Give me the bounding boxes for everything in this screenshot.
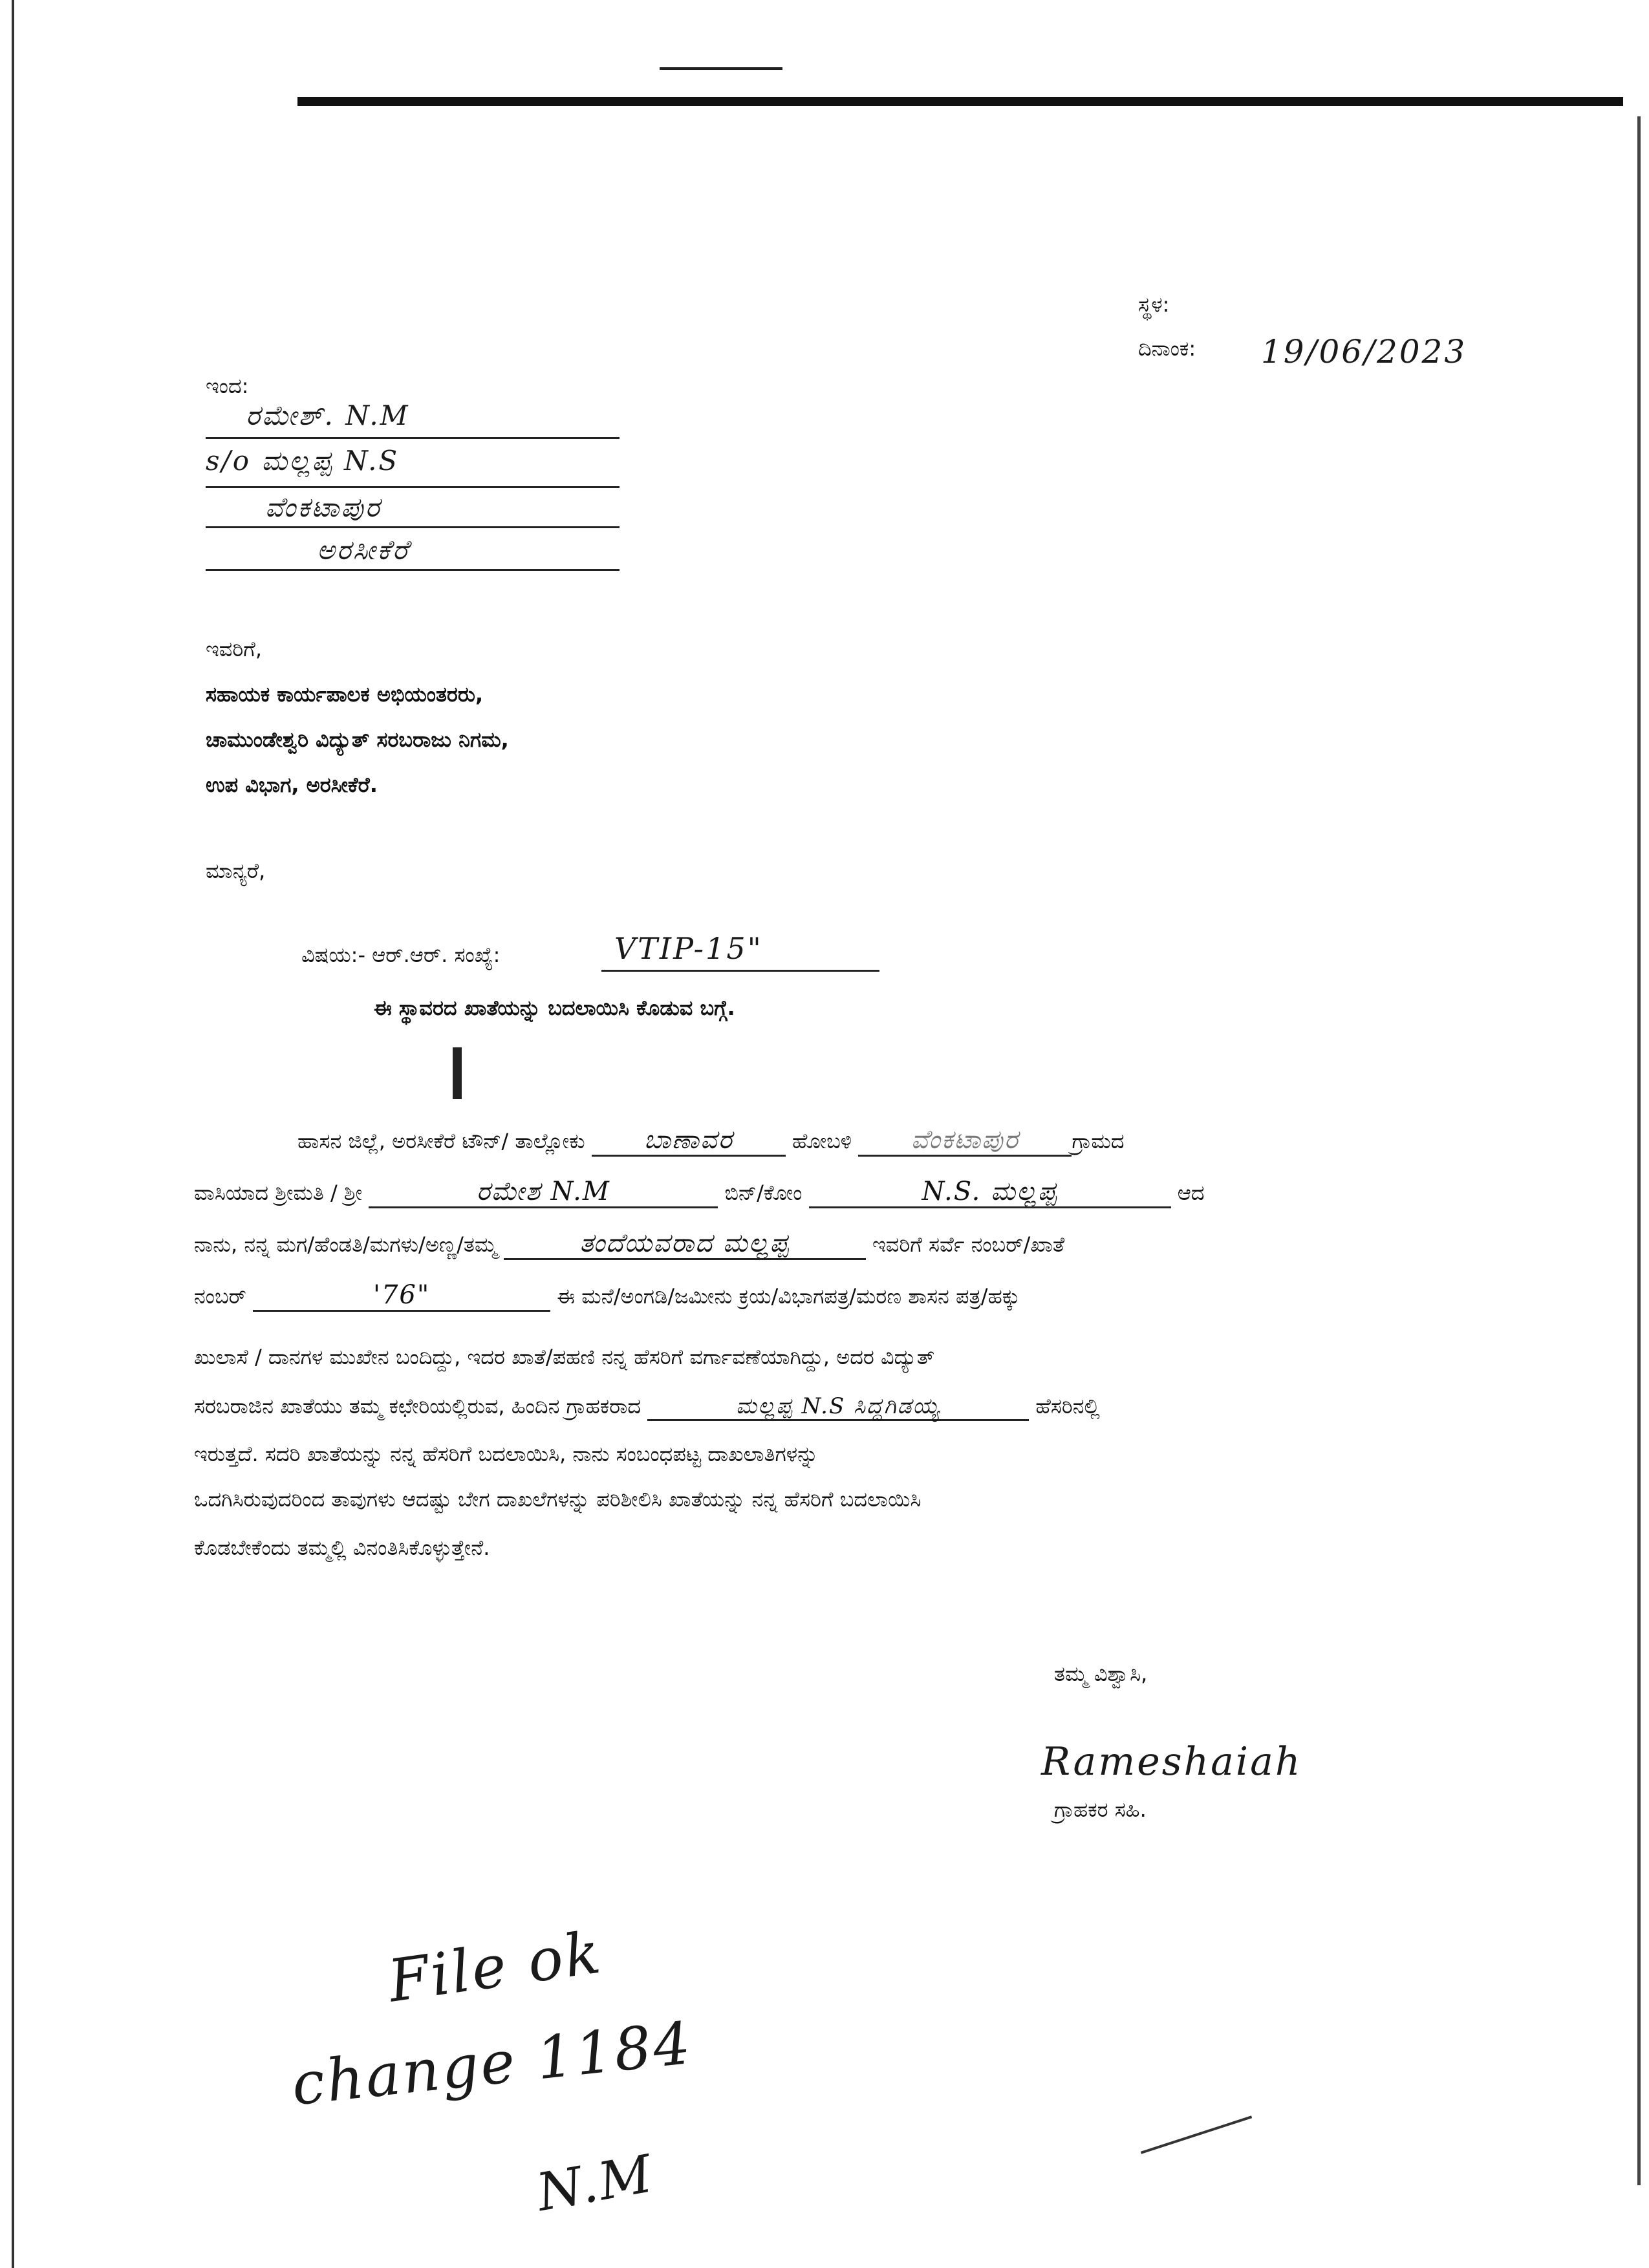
body-line-1 — [297, 1125, 1403, 1157]
scan-edge-right — [1637, 116, 1641, 2185]
body-line-3 — [194, 1228, 1403, 1260]
subject-rule — [601, 970, 879, 972]
from-label: ಇಂದ: — [206, 374, 249, 398]
body-l1-b: ಹೋಬಳಿ — [792, 1129, 852, 1153]
from-rule-2 — [206, 486, 620, 488]
body-l4-a: ನಂಬರ್ — [194, 1284, 246, 1309]
body-l2-a: ವಾಸಿಯಾದ ಶ್ರೀಮತಿ / ಶ್ರೀ — [194, 1181, 363, 1205]
father-name-field: N.S. ಮಲ್ಲಪ್ಪ — [809, 1177, 1171, 1208]
note-line-2: change 1184 — [288, 2009, 696, 2119]
to-line-3: ಉಪ ವಿಭಾಗ, ಅರಸೀಕೆರೆ. — [206, 773, 378, 797]
from-line-2: s/o ಮಲ್ಲಪ್ಪ N.S — [206, 445, 400, 476]
signature-label: ಗ್ರಾಹಕರ ಸಹಿ. — [1054, 1797, 1147, 1822]
pen-stroke — [1141, 2115, 1252, 2154]
body-l3-b: ಇವರಿಗೆ ಸರ್ವೆ ನಂಬರ್/ಖಾತೆ — [872, 1232, 1065, 1257]
body-line-7: ಇರುತ್ತದೆ. ಸದರಿ ಖಾತೆಯನ್ನು ನನ್ನ ಹೆಸರಿಗೆ ಬದಲಾಯಿಸಿ, ನಾನು ಸಂಬಂಧಪಟ್ಟ ದಾಖಲಾತಿಗಳನ್ನು — [194, 1442, 819, 1466]
body-line-9: ಕೊಡಬೇಕೆಂದು ತಮ್ಮಲ್ಲಿ ವಿನಂತಿಸಿಕೊಳ್ಳುತ್ತೇನೆ. — [194, 1535, 490, 1560]
relation-field: ತಂದೆಯವರಾದ ಮಲ್ಲಪ್ಪ — [504, 1228, 866, 1260]
body-l2-c: ಆದ — [1177, 1181, 1205, 1205]
subject-label: ವಿಷಯ:- ಆರ್.ಆರ್. ಸಂಖ್ಯೆ: — [301, 943, 501, 967]
top-rule — [297, 97, 1623, 106]
subject-value: VTIP-15" — [614, 931, 763, 966]
to-label: ಇವರಿಗೆ, — [206, 637, 263, 661]
village-field: ವೆಂಕಟಾಪುರ — [858, 1125, 1072, 1157]
top-dash — [660, 67, 782, 70]
body-line-8: ಒದಗಿಸಿರುವುದರಿಂದ ತಾವುಗಳು ಆದಷ್ಟು ಬೇಗ ದಾಖಲೆಗಳನ್ನು ಪರಿಶೀಲಿಸಿ ಖಾತೆಯನ್ನು ನನ್ನ ಹೆಸರಿಗೆ ಬದಲಾಯಿಸಿ — [194, 1487, 921, 1512]
applicant-name-field: ರಮೇಶ N.M — [369, 1177, 718, 1208]
salutation: ಮಾನ್ಯರೆ, — [206, 859, 266, 883]
hobli-field: ಬಾಣಾವರ — [592, 1125, 786, 1157]
date-label: ದಿನಾಂಕ: — [1138, 336, 1196, 361]
from-line-1: ರಮೇಶ್. N.M — [246, 400, 410, 431]
body-l6-a: ಸರಬರಾಜಿನ ಖಾತೆಯು ತಮ್ಮ ಕಛೇರಿಯಲ್ಲಿರುವ, ಹಿಂದಿನ ಗ್ರಾಹಕರಾದ — [194, 1394, 641, 1418]
body-l1-a: ಹಾಸನ ಜಿಲ್ಲೆ, ಅರಸೀಕೆರೆ ಟೌನ್/ ತಾಲ್ಲೋಕು — [297, 1129, 585, 1153]
body-line-5: ಖುಲಾಸೆ / ದಾನಗಳ ಮುಖೇನ ಬಂದಿದ್ದು, ಇದರ ಖಾತೆ/ಪಹಣಿ ನನ್ನ ಹೆಸರಿಗೆ ವರ್ಗಾವಣೆಯಾಗಿದ್ದು, ಅದರ ವಿದ್ಯುತ್ — [194, 1345, 935, 1369]
body-l6-b: ಹೆಸರಿನಲ್ಲಿ — [1035, 1394, 1100, 1418]
from-rule-3 — [206, 526, 620, 528]
body-l4-b: ಈ ಮನೆ/ಅಂಗಡಿ/ಜಮೀನು ಕ್ರಯ/ವಿಭಾಗಪತ್ರ/ಮರಣ ಶಾಸನ ಪತ್ರ/ಹಕ್ಕು — [557, 1284, 1020, 1309]
from-rule-1 — [206, 437, 620, 439]
closing: ತಮ್ಮ ವಿಶ್ವಾಸಿ, — [1054, 1662, 1148, 1686]
scan-edge-left — [12, 0, 14, 2268]
note-line-3: N.M — [532, 2143, 658, 2223]
signature: Rameshaiah — [1041, 1739, 1302, 1784]
body-l3-a: ನಾನು, ನನ್ನ ಮಗ/ಹೆಂಡತಿ/ಮಗಳು/ಅಣ್ಣ/ತಮ್ಮ — [194, 1232, 497, 1257]
body-l1-c: ಗ್ರಾಮದ — [1072, 1129, 1125, 1153]
scan-speck — [453, 1047, 462, 1099]
from-line-3: ವೆಂಕಟಾಪುರ — [265, 491, 382, 523]
date-value: 19/06/2023 — [1261, 333, 1467, 370]
body-line-6 — [194, 1393, 1403, 1421]
subject-line-2: ಈ ಸ್ಥಾವರದ ಖಾತೆಯನ್ನು ಬದಲಾಯಿಸಿ ಕೊಡುವ ಬಗ್ಗೆ. — [374, 996, 735, 1020]
from-rule-4 — [206, 569, 620, 571]
previous-consumer-field: ಮಲ್ಲಪ್ಪ N.S ಸಿದ್ದಗಿಡಯ್ಯ — [647, 1393, 1029, 1421]
place-label: ಸ್ಥಳ: — [1138, 292, 1170, 317]
body-line-4 — [194, 1280, 1403, 1312]
to-line-2: ಚಾಮುಂಡೇಶ್ವರಿ ವಿದ್ಯುತ್ ಸರಬರಾಜು ನಿಗಮ, — [206, 727, 509, 752]
from-line-4: ಅರಸೀಕೆರೆ — [317, 534, 410, 566]
note-line-1: File ok — [384, 1918, 607, 2016]
khata-number-field: '76" — [253, 1280, 550, 1312]
body-line-2 — [194, 1177, 1403, 1208]
body-l2-b: ಬಿನ್/ಕೋಂ — [724, 1181, 803, 1205]
to-line-1: ಸಹಾಯಕ ಕಾರ್ಯಪಾಲಕ ಅಭಿಯಂತರರು, — [206, 682, 484, 707]
